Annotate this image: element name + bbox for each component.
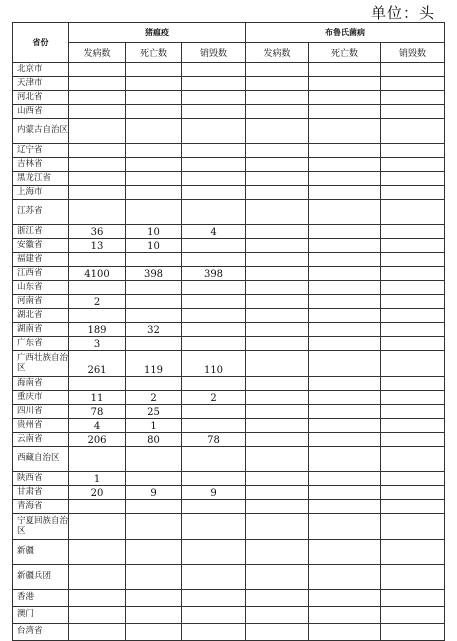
province-name-cell: 北京市 — [13, 63, 69, 77]
value-cell-a-destroyed — [182, 295, 246, 309]
value-cell-a-cases — [69, 144, 126, 158]
value-cell-a-destroyed — [182, 281, 246, 295]
province-name-cell: 山东省 — [13, 281, 69, 295]
province-name-cell: 青海省 — [13, 500, 69, 514]
province-name-cell: 甘肃省 — [13, 486, 69, 500]
value-cell-a-destroyed — [182, 590, 246, 607]
table-row — [13, 514, 445, 540]
value-cell-a-destroyed — [182, 172, 246, 186]
value-cell-b-deaths — [309, 309, 381, 323]
value-cell-b-destroyed — [381, 281, 445, 295]
value-cell-a-deaths: 25 — [126, 405, 182, 419]
province-name-cell: 河南省 — [13, 295, 69, 309]
province-header: 省份 — [13, 23, 69, 63]
value-cell-a-deaths — [126, 607, 182, 624]
table-row — [13, 186, 445, 200]
province-name-cell: 四川省 — [13, 405, 69, 419]
table-row — [13, 144, 445, 158]
value-cell-b-cases — [246, 77, 309, 91]
value-cell-b-cases — [246, 565, 309, 590]
value-cell-a-destroyed — [182, 405, 246, 419]
value-cell-b-destroyed — [381, 91, 445, 105]
province-name-cell: 安徽省 — [13, 239, 69, 253]
value-cell-b-deaths — [309, 91, 381, 105]
province-name-cell: 辽宁省 — [13, 144, 69, 158]
value-cell-b-deaths — [309, 77, 381, 91]
value-cell-b-deaths — [309, 225, 381, 239]
value-cell-a-cases: 4 — [69, 419, 126, 433]
value-cell-a-cases: 20 — [69, 486, 126, 500]
col-b-cases-header: 发病数 — [246, 43, 309, 63]
value-cell-a-cases: 3 — [69, 337, 126, 351]
table-row — [13, 540, 445, 565]
value-cell-b-destroyed — [381, 565, 445, 590]
value-cell-b-destroyed — [381, 186, 445, 200]
table-row — [13, 500, 445, 514]
province-name-cell: 内蒙古自治区 — [13, 119, 69, 144]
value-cell-b-cases — [246, 405, 309, 419]
value-cell-a-deaths: 10 — [126, 239, 182, 253]
value-cell-b-cases — [246, 63, 309, 77]
value-cell-a-deaths — [126, 514, 182, 540]
value-cell-a-cases: 78 — [69, 405, 126, 419]
value-cell-a-cases — [69, 105, 126, 119]
value-cell-b-destroyed — [381, 337, 445, 351]
value-cell-b-destroyed — [381, 433, 445, 447]
table-row — [13, 323, 445, 337]
value-cell-b-destroyed — [381, 486, 445, 500]
value-cell-b-destroyed — [381, 309, 445, 323]
province-name-cell: 云南省 — [13, 433, 69, 447]
value-cell-b-cases — [246, 590, 309, 607]
value-cell-a-destroyed — [182, 239, 246, 253]
value-cell-b-deaths — [309, 105, 381, 119]
value-cell-a-cases — [69, 172, 126, 186]
value-cell-a-deaths — [126, 565, 182, 590]
value-cell-a-destroyed — [182, 63, 246, 77]
table-row — [13, 239, 445, 253]
value-cell-b-destroyed — [381, 447, 445, 472]
value-cell-a-cases — [69, 377, 126, 391]
value-cell-a-destroyed: 398 — [182, 267, 246, 281]
value-cell-b-deaths — [309, 500, 381, 514]
value-cell-b-deaths — [309, 540, 381, 565]
value-cell-b-destroyed — [381, 105, 445, 119]
value-cell-a-destroyed — [182, 472, 246, 486]
value-cell-a-deaths — [126, 447, 182, 472]
value-cell-b-cases — [246, 391, 309, 405]
value-cell-a-deaths: 80 — [126, 433, 182, 447]
value-cell-b-destroyed — [381, 323, 445, 337]
value-cell-a-destroyed — [182, 119, 246, 144]
value-cell-a-deaths — [126, 105, 182, 119]
value-cell-a-destroyed — [182, 77, 246, 91]
province-name-cell: 江西省 — [13, 267, 69, 281]
value-cell-a-deaths — [126, 253, 182, 267]
value-cell-a-deaths — [126, 590, 182, 607]
value-cell-b-cases — [246, 351, 309, 377]
value-cell-b-deaths — [309, 158, 381, 172]
value-cell-b-cases — [246, 607, 309, 624]
table-row — [13, 172, 445, 186]
province-name-cell: 上海市 — [13, 186, 69, 200]
col-a-deaths-header: 死亡数 — [126, 43, 182, 63]
table-row — [13, 472, 445, 486]
value-cell-a-destroyed — [182, 200, 246, 225]
value-cell-b-deaths — [309, 419, 381, 433]
table-row — [13, 295, 445, 309]
value-cell-b-destroyed — [381, 77, 445, 91]
value-cell-b-deaths — [309, 63, 381, 77]
province-name-cell: 浙江省 — [13, 225, 69, 239]
value-cell-b-cases — [246, 500, 309, 514]
value-cell-b-cases — [246, 419, 309, 433]
value-cell-a-destroyed — [182, 607, 246, 624]
value-cell-a-cases: 261 — [69, 351, 126, 377]
value-cell-b-deaths — [309, 144, 381, 158]
value-cell-b-deaths — [309, 607, 381, 624]
value-cell-b-destroyed — [381, 472, 445, 486]
value-cell-b-destroyed — [381, 514, 445, 540]
value-cell-a-destroyed — [182, 144, 246, 158]
value-cell-b-destroyed — [381, 351, 445, 377]
value-cell-b-deaths — [309, 565, 381, 590]
value-cell-a-cases: 11 — [69, 391, 126, 405]
table-row — [13, 91, 445, 105]
province-name-cell: 福建省 — [13, 253, 69, 267]
value-cell-a-deaths — [126, 172, 182, 186]
table-row — [13, 200, 445, 225]
value-cell-a-cases — [69, 281, 126, 295]
value-cell-b-cases — [246, 225, 309, 239]
value-cell-a-deaths: 2 — [126, 391, 182, 405]
value-cell-a-cases: 206 — [69, 433, 126, 447]
group-a-header: 猪瘟疫 — [69, 23, 246, 43]
value-cell-a-deaths — [126, 309, 182, 323]
value-cell-a-cases — [69, 607, 126, 624]
value-cell-a-deaths — [126, 200, 182, 225]
value-cell-b-destroyed — [381, 500, 445, 514]
value-cell-a-destroyed — [182, 514, 246, 540]
value-cell-a-cases — [69, 309, 126, 323]
value-cell-a-cases — [69, 624, 126, 641]
value-cell-b-cases — [246, 158, 309, 172]
province-name-cell: 台湾省 — [13, 624, 69, 641]
value-cell-a-destroyed — [182, 309, 246, 323]
province-name-cell: 贵州省 — [13, 419, 69, 433]
value-cell-b-deaths — [309, 433, 381, 447]
value-cell-a-destroyed — [182, 447, 246, 472]
value-cell-a-cases — [69, 447, 126, 472]
table-row — [13, 158, 445, 172]
value-cell-b-cases — [246, 433, 309, 447]
province-name-cell: 广西壮族自治区 — [13, 351, 69, 377]
table-row — [13, 337, 445, 351]
value-cell-a-destroyed: 4 — [182, 225, 246, 239]
value-cell-b-deaths — [309, 351, 381, 377]
value-cell-b-deaths — [309, 323, 381, 337]
col-a-cases-header: 发病数 — [69, 43, 126, 63]
value-cell-b-deaths — [309, 200, 381, 225]
value-cell-a-destroyed — [182, 565, 246, 590]
value-cell-a-cases: 1 — [69, 472, 126, 486]
value-cell-b-deaths — [309, 267, 381, 281]
value-cell-b-cases — [246, 624, 309, 641]
value-cell-a-cases: 13 — [69, 239, 126, 253]
value-cell-a-cases — [69, 540, 126, 565]
value-cell-b-cases — [246, 200, 309, 225]
value-cell-b-cases — [246, 144, 309, 158]
value-cell-b-cases — [246, 105, 309, 119]
value-cell-a-cases — [69, 119, 126, 144]
disease-report-table — [12, 22, 445, 641]
value-cell-b-destroyed — [381, 419, 445, 433]
value-cell-a-destroyed — [182, 624, 246, 641]
value-cell-a-cases — [69, 186, 126, 200]
value-cell-b-destroyed — [381, 540, 445, 565]
value-cell-b-deaths — [309, 239, 381, 253]
value-cell-b-deaths — [309, 405, 381, 419]
value-cell-b-destroyed — [381, 119, 445, 144]
table-row — [13, 391, 445, 405]
value-cell-a-cases — [69, 63, 126, 77]
value-cell-b-cases — [246, 239, 309, 253]
province-name-cell: 宁夏回族自治区 — [13, 514, 69, 540]
value-cell-a-destroyed: 9 — [182, 486, 246, 500]
value-cell-b-cases — [246, 186, 309, 200]
value-cell-a-cases — [69, 253, 126, 267]
table-row — [13, 590, 445, 607]
table-row — [13, 77, 445, 91]
value-cell-b-destroyed — [381, 172, 445, 186]
table-row — [13, 267, 445, 281]
value-cell-b-destroyed — [381, 253, 445, 267]
value-cell-a-deaths — [126, 624, 182, 641]
value-cell-b-cases — [246, 295, 309, 309]
value-cell-b-cases — [246, 472, 309, 486]
value-cell-a-cases: 2 — [69, 295, 126, 309]
value-cell-a-deaths — [126, 337, 182, 351]
value-cell-a-deaths — [126, 186, 182, 200]
table-row — [13, 377, 445, 391]
value-cell-a-cases — [69, 91, 126, 105]
value-cell-b-deaths — [309, 472, 381, 486]
value-cell-a-deaths — [126, 472, 182, 486]
province-name-cell: 吉林省 — [13, 158, 69, 172]
value-cell-a-deaths: 1 — [126, 419, 182, 433]
value-cell-b-cases — [246, 119, 309, 144]
province-name-cell: 广东省 — [13, 337, 69, 351]
value-cell-b-deaths — [309, 486, 381, 500]
value-cell-b-deaths — [309, 337, 381, 351]
table-row — [13, 447, 445, 472]
value-cell-b-deaths — [309, 119, 381, 144]
value-cell-a-cases — [69, 500, 126, 514]
province-name-cell: 黑龙江省 — [13, 172, 69, 186]
province-name-cell: 新疆 — [13, 540, 69, 565]
value-cell-a-deaths — [126, 500, 182, 514]
value-cell-a-deaths — [126, 77, 182, 91]
value-cell-a-deaths — [126, 91, 182, 105]
value-cell-a-destroyed: 78 — [182, 433, 246, 447]
value-cell-b-cases — [246, 447, 309, 472]
value-cell-b-destroyed — [381, 200, 445, 225]
value-cell-a-cases: 4100 — [69, 267, 126, 281]
value-cell-a-destroyed — [182, 186, 246, 200]
province-name-cell: 陕西省 — [13, 472, 69, 486]
value-cell-b-destroyed — [381, 624, 445, 641]
value-cell-b-destroyed — [381, 405, 445, 419]
table-row — [13, 486, 445, 500]
province-name-cell: 香港 — [13, 590, 69, 607]
value-cell-b-deaths — [309, 281, 381, 295]
table-row — [13, 63, 445, 77]
table-row — [13, 607, 445, 624]
col-b-deaths-header: 死亡数 — [309, 43, 381, 63]
value-cell-b-destroyed — [381, 225, 445, 239]
value-cell-a-destroyed — [182, 105, 246, 119]
value-cell-a-deaths — [126, 295, 182, 309]
value-cell-a-deaths — [126, 63, 182, 77]
province-name-cell: 天津市 — [13, 77, 69, 91]
value-cell-a-destroyed — [182, 377, 246, 391]
province-name-cell: 江苏省 — [13, 200, 69, 225]
value-cell-b-destroyed — [381, 607, 445, 624]
value-cell-a-destroyed — [182, 91, 246, 105]
province-name-cell: 湖北省 — [13, 309, 69, 323]
table-row — [13, 225, 445, 239]
province-name-cell: 山西省 — [13, 105, 69, 119]
value-cell-b-deaths — [309, 624, 381, 641]
value-cell-a-deaths: 119 — [126, 351, 182, 377]
value-cell-b-cases — [246, 281, 309, 295]
value-cell-b-destroyed — [381, 391, 445, 405]
value-cell-b-cases — [246, 323, 309, 337]
value-cell-b-destroyed — [381, 63, 445, 77]
value-cell-b-cases — [246, 253, 309, 267]
province-name-cell: 海南省 — [13, 377, 69, 391]
value-cell-b-cases — [246, 486, 309, 500]
value-cell-b-deaths — [309, 590, 381, 607]
group-b-header: 布鲁氏菌病 — [246, 23, 445, 43]
value-cell-a-destroyed — [182, 419, 246, 433]
value-cell-a-deaths — [126, 377, 182, 391]
value-cell-b-destroyed — [381, 239, 445, 253]
value-cell-b-cases — [246, 514, 309, 540]
value-cell-a-cases — [69, 590, 126, 607]
table-row — [13, 565, 445, 590]
value-cell-a-deaths: 10 — [126, 225, 182, 239]
value-cell-b-cases — [246, 337, 309, 351]
value-cell-b-deaths — [309, 186, 381, 200]
value-cell-b-cases — [246, 267, 309, 281]
value-cell-a-deaths: 32 — [126, 323, 182, 337]
value-cell-b-deaths — [309, 447, 381, 472]
value-cell-b-deaths — [309, 377, 381, 391]
value-cell-a-destroyed: 2 — [182, 391, 246, 405]
value-cell-b-cases — [246, 91, 309, 105]
unit-label: 单位：头 — [370, 4, 435, 22]
value-cell-b-cases — [246, 172, 309, 186]
table-row — [13, 253, 445, 267]
value-cell-a-cases: 36 — [69, 225, 126, 239]
province-name-cell: 重庆市 — [13, 391, 69, 405]
value-cell-a-cases — [69, 514, 126, 540]
province-name-cell: 河北省 — [13, 91, 69, 105]
table-row — [13, 119, 445, 144]
value-cell-b-destroyed — [381, 158, 445, 172]
value-cell-a-destroyed — [182, 540, 246, 565]
table-row — [13, 405, 445, 419]
value-cell-b-cases — [246, 377, 309, 391]
value-cell-a-cases — [69, 565, 126, 590]
value-cell-a-destroyed — [182, 158, 246, 172]
value-cell-a-deaths — [126, 119, 182, 144]
col-b-destroyed-header: 销毁数 — [381, 43, 445, 63]
value-cell-a-destroyed — [182, 500, 246, 514]
table-row — [13, 351, 445, 377]
value-cell-b-destroyed — [381, 295, 445, 309]
value-cell-b-deaths — [309, 295, 381, 309]
value-cell-b-destroyed — [381, 144, 445, 158]
value-cell-a-destroyed: 110 — [182, 351, 246, 377]
value-cell-a-deaths: 398 — [126, 267, 182, 281]
value-cell-a-deaths — [126, 540, 182, 565]
value-cell-a-destroyed — [182, 323, 246, 337]
value-cell-b-destroyed — [381, 377, 445, 391]
province-name-cell: 澳门 — [13, 607, 69, 624]
value-cell-a-destroyed — [182, 253, 246, 267]
value-cell-a-deaths — [126, 281, 182, 295]
value-cell-a-deaths — [126, 158, 182, 172]
table-row — [13, 433, 445, 447]
value-cell-b-deaths — [309, 172, 381, 186]
col-a-destroyed-header: 销毁数 — [182, 43, 246, 63]
province-name-cell: 湖南省 — [13, 323, 69, 337]
table-row — [13, 105, 445, 119]
province-name-cell: 新疆兵团 — [13, 565, 69, 590]
province-name-cell: 西藏自治区 — [13, 447, 69, 472]
value-cell-a-cases — [69, 158, 126, 172]
table-row — [13, 624, 445, 641]
value-cell-a-cases — [69, 77, 126, 91]
table-row — [13, 309, 445, 323]
value-cell-b-deaths — [309, 514, 381, 540]
value-cell-a-deaths: 9 — [126, 486, 182, 500]
value-cell-b-cases — [246, 540, 309, 565]
value-cell-a-deaths — [126, 144, 182, 158]
value-cell-b-cases — [246, 309, 309, 323]
value-cell-a-cases — [69, 200, 126, 225]
value-cell-a-destroyed — [182, 337, 246, 351]
table-row — [13, 281, 445, 295]
value-cell-b-destroyed — [381, 590, 445, 607]
value-cell-b-destroyed — [381, 267, 445, 281]
value-cell-b-deaths — [309, 391, 381, 405]
value-cell-b-deaths — [309, 253, 381, 267]
table-row — [13, 419, 445, 433]
value-cell-a-cases: 189 — [69, 323, 126, 337]
